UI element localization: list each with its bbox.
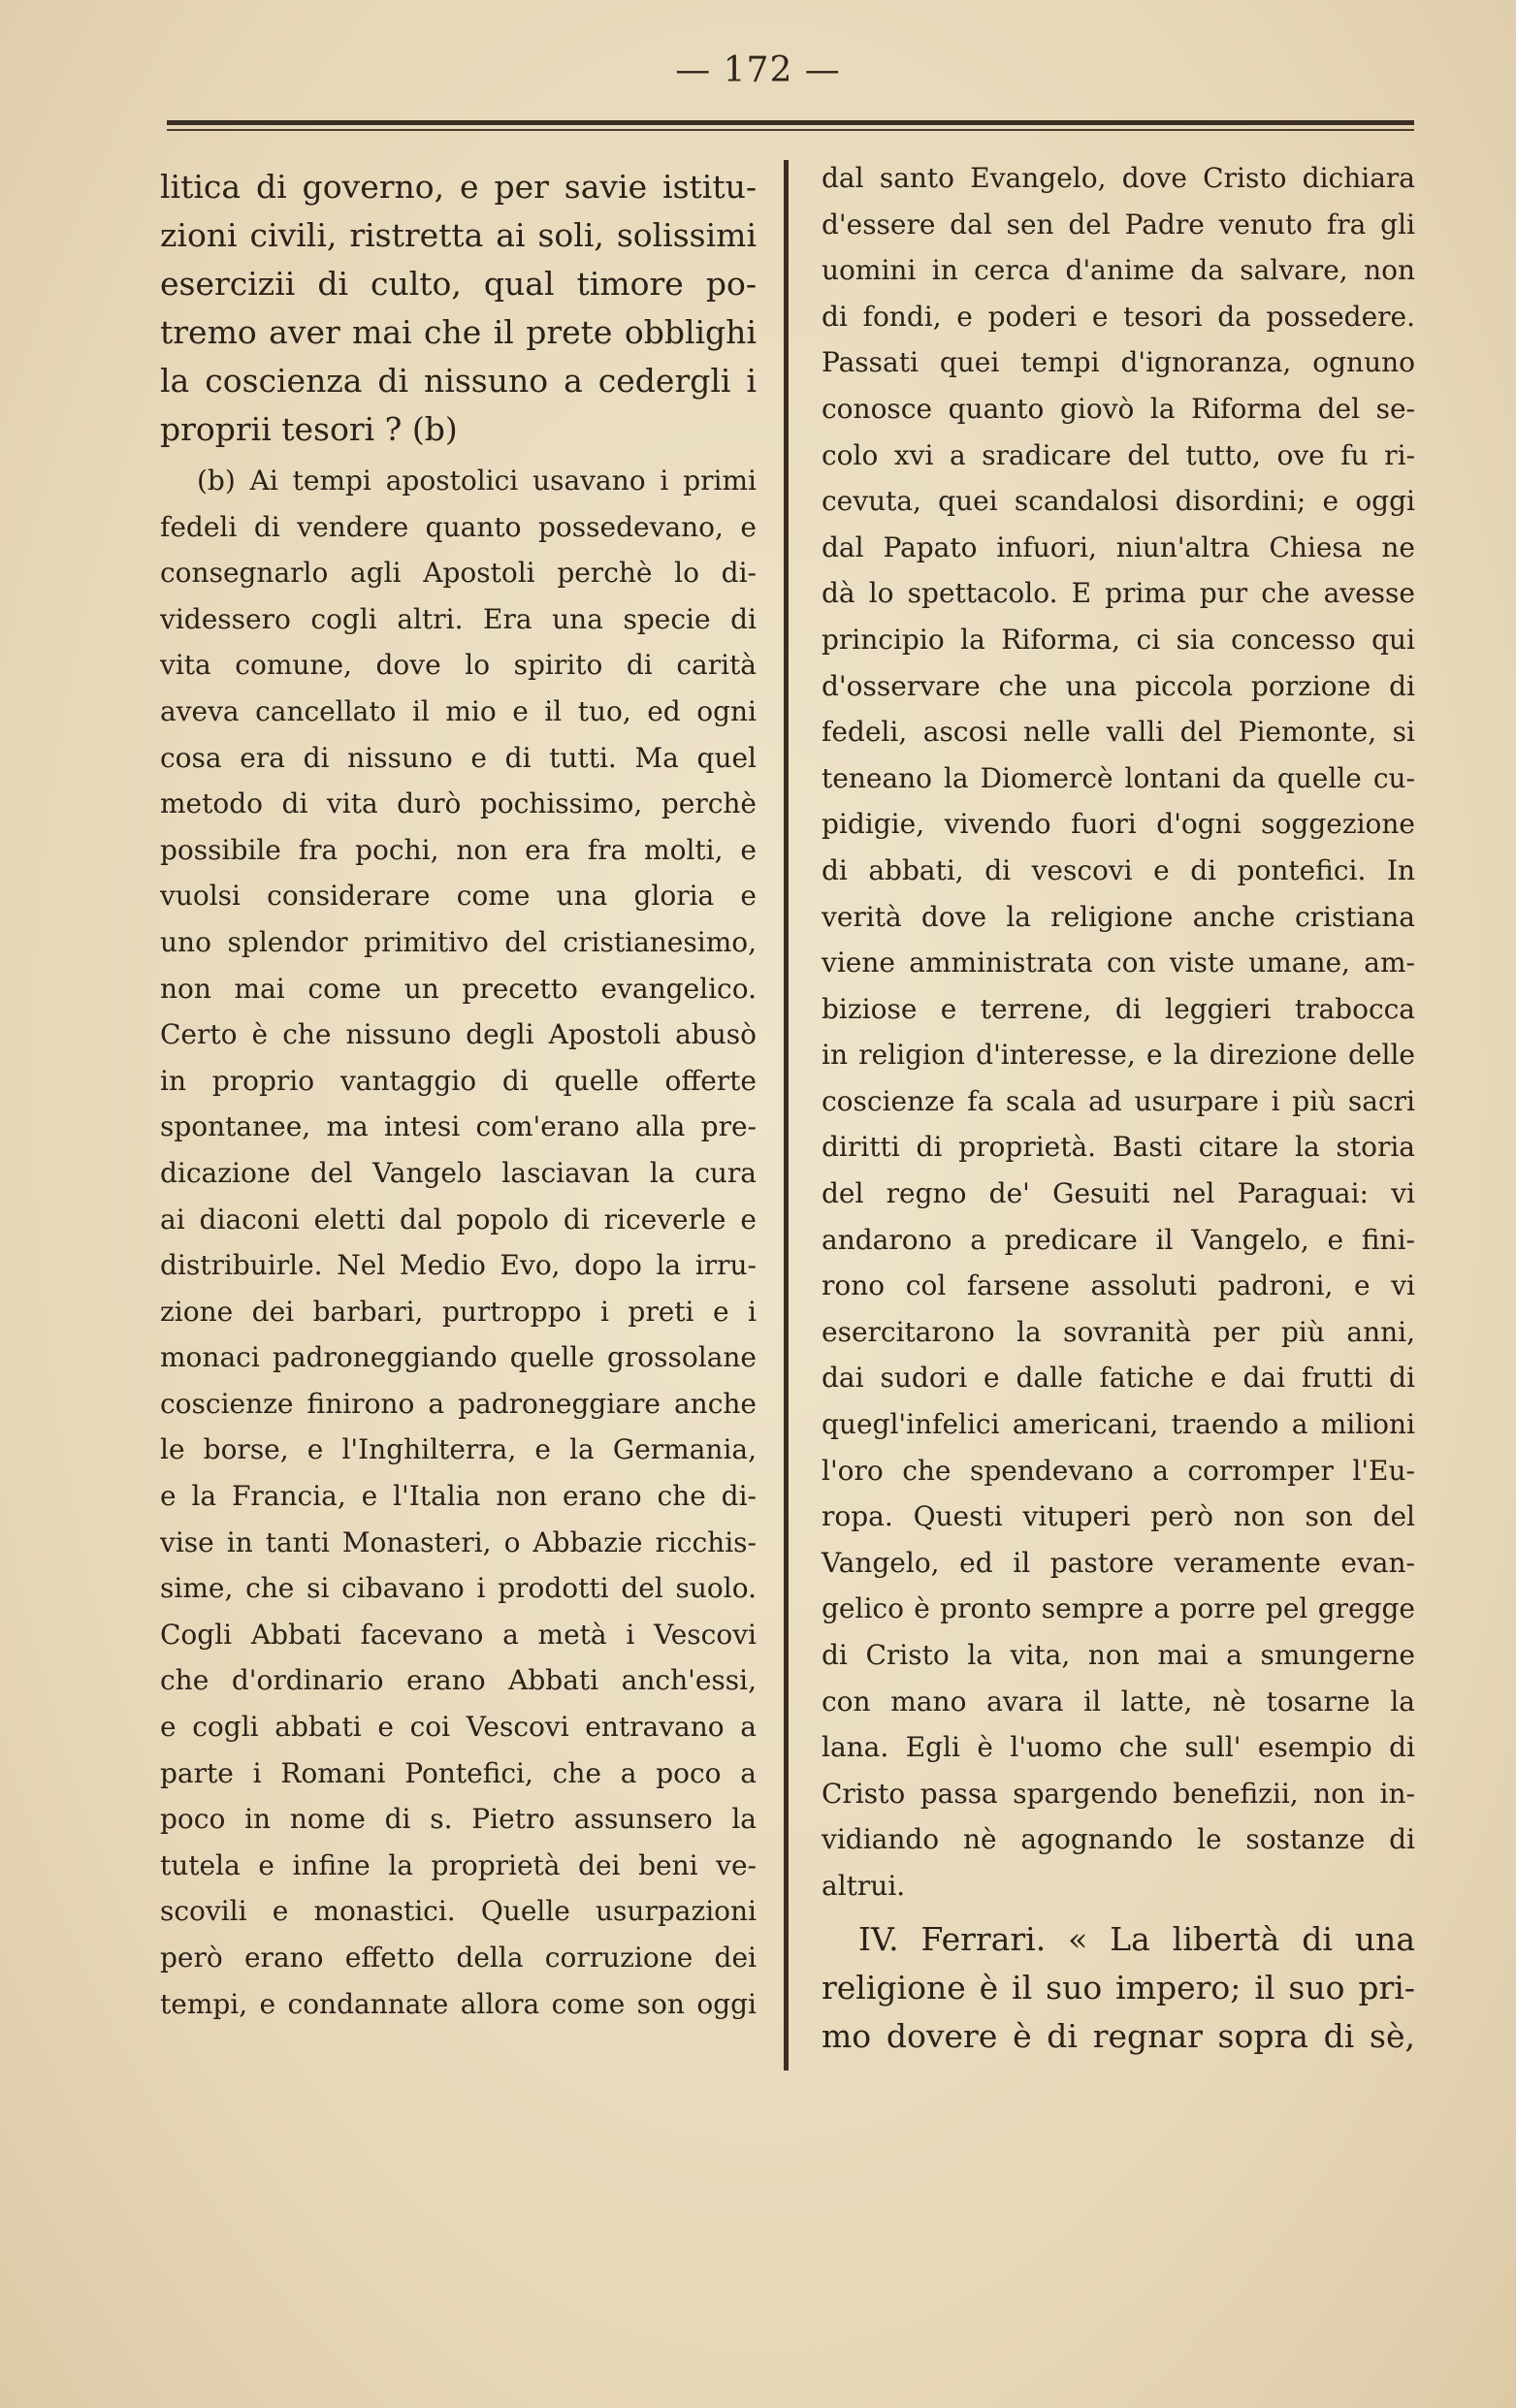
footnote-line: monaci padroneggiando quelle grossolane <box>160 1341 757 1374</box>
footnote-continuation-block <box>822 155 1415 1910</box>
text-line: zioni civili, ristretta ai soli, solissimi <box>160 216 757 254</box>
footnote-line: di abbati, di vescovi e di pontefici. In <box>822 853 1415 886</box>
footnote-line: l'oro che spendevano a corromper l'Eu- <box>822 1454 1415 1487</box>
footnote-line: conosce quanto giovò la Riforma del se- <box>822 392 1415 425</box>
footnote-line: tempi, e condannate allora come son oggi <box>160 1987 757 2020</box>
text-line: proprii tesori ? (b) <box>160 410 458 448</box>
footnote-line: cevuta, quei scandalosi disordini; e oggi <box>822 485 1415 518</box>
footnote-line: consegnarlo agli Apostoli perchè lo di- <box>160 557 757 590</box>
footnote-line: dai sudori e dalle fatiche e dai frutti di <box>822 1362 1415 1395</box>
text-line: religione è il suo impero; il suo pri- <box>822 1968 1415 2007</box>
footnote-line: d'osservare che una piccola porzione di <box>822 669 1415 702</box>
footnote-line: scovili e monastici. Quelle usurpazioni <box>160 1895 757 1928</box>
footnote-line: del regno de' Gesuiti nel Paraguai: vi <box>822 1177 1415 1210</box>
footnote-line: Cristo passa spargendo benefizii, non in- <box>822 1777 1415 1810</box>
footnote-line: colo xvi a sradicare del tutto, ove fu ri- <box>822 438 1415 471</box>
footnote-line: pidigie, vivendo fuori d'ogni soggezione <box>822 808 1415 841</box>
footnote-line: aveva cancellato il mio e il tuo, ed ogni <box>160 694 757 727</box>
footnote-line: possibile fra pochi, non era fra molti, e <box>160 833 757 866</box>
footnote-line: Vangelo, ed il pastore veramente evan- <box>822 1546 1415 1579</box>
text-line: esercizii di culto, qual timore po- <box>160 265 757 303</box>
footnote-line: uno splendor primitivo del cristianesimo, <box>160 925 757 958</box>
footnote-line: metodo di vita durò pochissimo, perchè <box>160 787 757 820</box>
footnote-line: spontanee, ma intesi com'erano alla pre- <box>160 1110 757 1143</box>
left-column <box>160 163 757 2027</box>
footnote-line: con mano avara il latte, nè tosarne la <box>822 1685 1415 1718</box>
footnote-line: andarono a predicare il Vangelo, e fini- <box>822 1223 1415 1256</box>
footnote-line: principio la Riforma, ci sia concesso qui <box>822 623 1415 656</box>
footnote-line: Passati quei tempi d'ignoranza, ognuno <box>822 346 1415 379</box>
footnote-block <box>160 458 757 2027</box>
footnote-line: gelico è pronto sempre a porre pel gregge <box>822 1592 1415 1625</box>
footnote-line: in proprio vantaggio di quelle offerte <box>160 1064 757 1097</box>
main-text-block <box>822 1915 1415 2061</box>
footnote-line: vita comune, dove lo spirito di carità <box>160 649 757 682</box>
text-line: tremo aver mai che il prete obblighi <box>160 313 757 351</box>
footnote-line: quegl'infelici americani, traendo a milioni <box>822 1408 1415 1441</box>
footnote-line: di Cristo la vita, non mai a smungerne <box>822 1639 1415 1671</box>
footnote-line: esercitarono la sovranità per più anni, <box>822 1315 1415 1348</box>
footnote-line: Cogli Abbati facevano a metà i Vescovi <box>160 1618 757 1651</box>
footnote-line: zione dei barbari, purtroppo i preti e i <box>160 1295 757 1328</box>
footnote-line: viene amministrata con viste umane, am- <box>822 947 1415 979</box>
text-line: IV. Ferrari. « La libertà di una <box>858 1919 1415 1958</box>
footnote-line: cosa era di nissuno e di tutti. Ma quel <box>160 741 757 774</box>
footnote-line: dicazione del Vangelo lasciavan la cura <box>160 1156 757 1189</box>
footnote-line: Certo è che nissuno degli Apostoli abusò <box>160 1018 757 1051</box>
footnote-line: diritti di proprietà. Basti citare la storia <box>822 1131 1415 1164</box>
footnote-line: fedeli di vendere quanto possedevano, e <box>160 510 757 543</box>
footnote-line: ropa. Questi vituperi però non son del <box>822 1500 1415 1533</box>
footnote-line: altrui. <box>822 1869 906 1902</box>
footnote-line: uomini in cerca d'anime da salvare, non <box>822 254 1415 287</box>
header-rule-thick <box>167 120 1414 125</box>
footnote-line: rono col farsene assoluti padroni, e vi <box>822 1269 1415 1302</box>
footnote-line: tutela e infine la proprietà dei beni ve- <box>160 1848 757 1881</box>
footnote-line: però erano effetto della corruzione dei <box>160 1942 757 1974</box>
footnote-line: verità dove la religione anche cristiana <box>822 900 1415 933</box>
footnote-line: dal Papato infuori, niun'altra Chiesa ne <box>822 530 1415 563</box>
footnote-line: videssero cogli altri. Era una specie di <box>160 602 757 635</box>
footnote-line: fedeli, ascosi nelle valli del Piemonte, si <box>822 716 1415 749</box>
footnote-line: coscienze fa scala ad usurpare i più sacri <box>822 1084 1415 1117</box>
footnote-line: lana. Egli è l'uomo che sull' esempio di <box>822 1731 1415 1764</box>
footnote-line: le borse, e l'Inghilterra, e la Germania, <box>160 1433 757 1466</box>
footnote-line: distribuirle. Nel Medio Evo, dopo la irru- <box>160 1249 757 1282</box>
header-rule-thin <box>167 129 1414 131</box>
footnote-line: coscienze finirono a padroneggiare anche <box>160 1387 757 1420</box>
footnote-line: poco in nome di s. Pietro assunsero la <box>160 1803 757 1836</box>
footnote-line: teneano la Diomercè lontani da quelle cu- <box>822 761 1415 794</box>
footnote-line: ai diaconi eletti dal popolo di riceverle e <box>160 1203 757 1236</box>
footnote-line: (b) Ai tempi apostolici usavano i primi <box>197 465 757 497</box>
right-column <box>822 155 1415 2061</box>
footnote-line: di fondi, e poderi e tesori da possedere. <box>822 300 1415 333</box>
text-line: mo dovere è di regnar sopra di sè, <box>822 2016 1415 2055</box>
footnote-line: che d'ordinario erano Abbati anch'essi, <box>160 1664 757 1697</box>
footnote-line: vise in tanti Monasteri, o Abbazie ricchis- <box>160 1525 757 1558</box>
footnote-line: dal santo Evangelo, dove Cristo dichiara <box>822 162 1415 194</box>
footnote-line: in religion d'interesse, e la direzione delle <box>822 1039 1415 1072</box>
footnote-line: non mai come un precetto evangelico. <box>160 972 757 1005</box>
footnote-line: d'essere dal sen del Padre venuto fra gli <box>822 208 1415 241</box>
footnote-line: biziose e terrene, di leggieri trabocca <box>822 992 1415 1025</box>
column-divider <box>784 160 789 2071</box>
footnote-line: e la Francia, e l'Italia non erano che di- <box>160 1480 757 1513</box>
text-line: litica di governo, e per savie istitu- <box>160 168 757 206</box>
footnote-line: sime, che si cibavano i prodotti del suolo. <box>160 1572 757 1605</box>
footnote-line: vuolsi considerare come una gloria e <box>160 880 757 913</box>
footnote-line: dà lo spettacolo. E prima pur che avesse <box>822 577 1415 610</box>
footnote-line: e cogli abbati e coi Vescovi entravano a <box>160 1711 757 1744</box>
text-line: la coscienza di nissuno a cedergli i <box>160 362 757 400</box>
page-number: — 172 — <box>675 50 841 90</box>
footnote-line: vidiando nè agognando le sostanze di <box>822 1823 1415 1856</box>
main-text-block <box>160 163 757 454</box>
footnote-line: parte i Romani Pontefici, che a poco a <box>160 1756 757 1789</box>
